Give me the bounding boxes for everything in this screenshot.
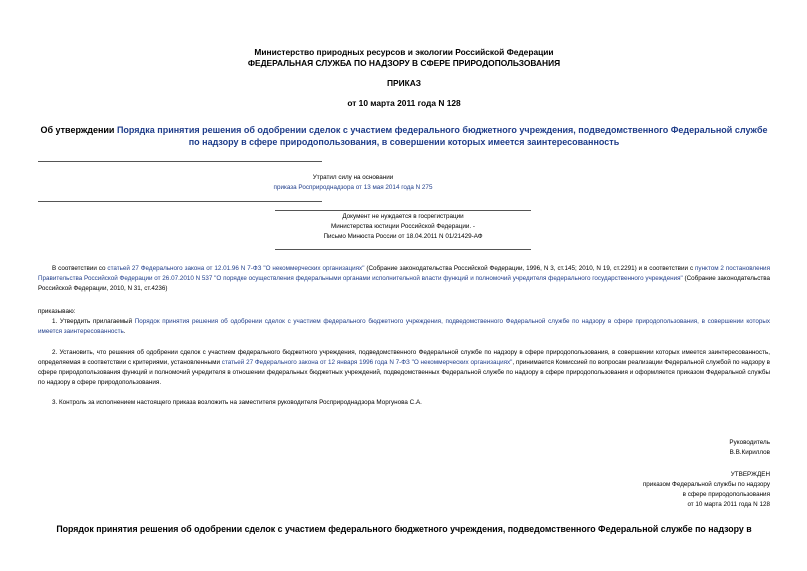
ministry-name: Министерство природных ресурсов и экологии Российской Федерации: [254, 47, 554, 57]
approval-line-2: приказом Федеральной службы по надзору: [642, 481, 770, 488]
signature-block: [729, 438, 770, 458]
preamble-paragraph: В соответствии со статьей 27 Федерального закона от 12.01.96 N 7-ФЗ "О некоммерческих организациях" (Собрание законодательства Российской Федерации, 1996, N 3, ст.145; 2010, N 19, ст.2291) и в соответствии с пунктом 2 постановления Правительства Российской Федерации от 26.07.2010 N 537 "О порядке осуществления федеральными органами исполнительной власти функций и полномочий учредителя федерального государственного учреждения" (Собрание законодательства Российской Федерации, 2010, N 31, ст.4236): [38, 265, 771, 292]
signer-name: В.В.Кириллов: [729, 449, 770, 456]
lost-force-notice: [38, 173, 668, 193]
lost-force-order-link[interactable]: приказа Росприроднадзора от 13 мая 2014 года N 275: [273, 184, 433, 191]
registration-line-3: Письмо Минюста России от 18.04.2011 N 01/21429-АФ: [323, 233, 483, 240]
approval-line-4: от 10 марта 2011 года N 128: [687, 501, 770, 508]
approval-line-3: в сфере природопользования: [682, 491, 770, 498]
procedure-link[interactable]: Порядок принятия решения об одобрении сделок с участием федерального бюджетного учреждения, подведомственного Федеральной службе по надзору в сфере природопользования, в совершении которых имеется заинтересованность: [38, 318, 771, 335]
law-article-27-link-2[interactable]: статьей 27 Федерального закона от 12 января 1996 года N 7-ФЗ "О некоммерческих организациях": [221, 359, 513, 366]
registration-line-2: Министерства юстиции Российской Федерации. -: [330, 223, 475, 230]
clause-2: 2. Установить, что решения об одобрении сделок с участием федерального бюджетного учреждения, подведомственного Федеральной службе по надзору в сфере природопользования, в совершении которых имеется заинтересованность, определяемая в соответствии с критериями, установленными статьей 27 Федерального закона от 12 января 1996 года N 7-ФЗ "О некоммерческих организациях", принимается Комиссией по вопросам реализации Федеральной службой по надзору в сфере природопользования функций и полномочий учредителя в отношении федеральных бюджетных учреждений, подведомственных Федеральной службе по надзору в сфере природопользования и оформляется приказом Федеральной службы по надзору в сфере природопользования.: [38, 349, 770, 386]
signer-role: Руководитель: [729, 439, 770, 446]
government-resolution-link[interactable]: пунктом 2 постановления Правительства Российской Федерации от 26.07.2010 N 537 "О порядке осуществления федеральными органами исполнительной власти функций и полномочий учредителя федерального государственного учреждения": [38, 265, 770, 282]
order-word: приказываю:: [38, 308, 76, 315]
registration-line-1: Документ не нуждается в госрегистрации: [342, 213, 464, 220]
document-page: [38, 0, 770, 571]
divider-line: [38, 201, 322, 202]
title-procedure-link[interactable]: Порядка принятия решения об одобрении сделок с участием федерального бюджетного учреждения, подведомственного Федеральной службе по надзору в сфере природопользования, в совершении которых имеется заинтересованность: [116, 125, 768, 147]
document-title: [38, 124, 770, 148]
divider-line: [275, 249, 531, 250]
approval-line-1: УТВЕРЖДЕН: [730, 471, 770, 478]
document-type: ПРИКАЗ: [386, 78, 422, 88]
title-prefix: Об утверждении: [40, 125, 117, 135]
appendix-title: Порядок принятия решения об одобрении сделок с участием федерального бюджетного учреждения, подведомственного Федеральной службе по надзору в: [56, 524, 752, 534]
law-article-27-link[interactable]: статьей 27 Федерального закона от 12.01.96 N 7-ФЗ "О некоммерческих организациях": [107, 265, 365, 272]
divider-line: [38, 161, 322, 162]
lost-force-text: Утратил силу на основании: [312, 174, 394, 181]
service-name: ФЕДЕРАЛЬНАЯ СЛУЖБА ПО НАДЗОРУ В СФЕРЕ ПРИРОДОПОЛЬЗОВАНИЯ: [247, 58, 561, 68]
clause-1: 1. Утвердить прилагаемый Порядок принятия решения об одобрении сделок с участием федерального бюджетного учреждения, подведомственного Федеральной службе по надзору в сфере природопользования, в совершении которых имеется заинтересованность.: [38, 318, 771, 335]
approval-block: [643, 470, 770, 510]
divider-line: [275, 210, 531, 211]
registration-notice: [273, 212, 533, 242]
document-date-number: от 10 марта 2011 года N 128: [347, 98, 461, 108]
clause-3: 3. Контроль за исполнением настоящего приказа возложить на заместителя руководителя Росприроднадзора Моргунова С.А.: [52, 399, 422, 406]
